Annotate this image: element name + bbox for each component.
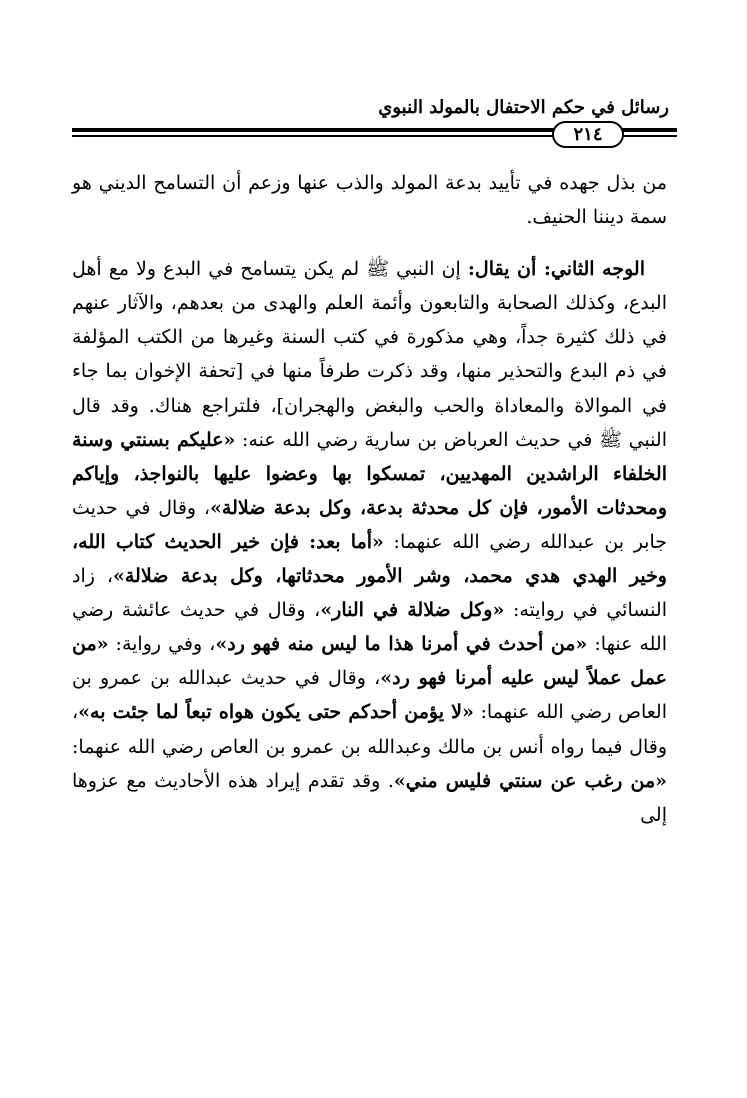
text-run: . وقد تقدم إيراد هذه الأحاديث مع عزوها إلى	[72, 769, 667, 826]
text-run: إن النبي ﷺ لم يكن يتسامح في البدع ولا مع أهل البدع، وكذلك الصحابة والتابعون وأئمة العلم والهدى من بعدهم، والآثار عنهم في ذلك كثيرة جداً، وهي مذكورة في كتب السنة وغيرها من الكتب المؤلفة في ذم البدع والتحذير منها، وقد ذكرت طرفاً منها في [تحفة الإخوان بما جاء في الموالاة والمعاداة والحب والبغض والهجران]، فلتراجع هناك. وقد قال النبي ﷺ في حديث العرباض بن سارية رضي الله عنه:	[72, 258, 667, 451]
text-run: ، وقال في حديث عائشة رضي الله عنها:	[72, 599, 667, 656]
text-run: ، زاد النسائي في روايته:	[72, 565, 667, 622]
running-title: رسائل في حكم الاحتفال بالمولد النبوي	[378, 97, 669, 118]
text-run: ، وقال في حديث عبدالله بن عمرو بن العاص رضي الله عنهما:	[72, 667, 667, 724]
text-run: ، وفي رواية:	[108, 633, 216, 656]
hadith-quote-anas: «من رغب عن سنتي فليس مني»	[393, 769, 667, 792]
section-lead: الوجه الثاني: أن يقال:	[467, 258, 645, 281]
paragraph-second-aspect	[72, 252, 667, 832]
text-run: ، وقال في حديث جابر بن عبدالله رضي الله عنهما:	[72, 496, 667, 553]
hadith-quote-aisha-variant: «من عمل عملاً ليس عليه أمرنا فهو رد»	[72, 633, 667, 690]
hadith-quote-abdullah: «لا يؤمن أحدكم حتى يكون هواه تبعاً لما جئت به»	[78, 701, 474, 724]
hadith-quote-nasai: «وكل ضلالة في النار»	[320, 599, 505, 622]
hadith-quote-irbad: «عليكم بسنتي وسنة الخلفاء الراشدين المهديين، تمسكوا بها وعضوا عليها بالنواجذ، وإياكم ومحدثات الأمور، فإن كل محدثة بدعة، وكل بدعة ضلالة»	[72, 428, 667, 519]
hadith-quote-jabir: «أما بعد: فإن خير الحديث كتاب الله، وخير الهدي هدي محمد، وشر الأمور محدثاتها، وكل بدعة ضلالة»	[72, 530, 667, 588]
hadith-quote-aisha: «من أحدث في أمرنا هذا ما ليس منه فهو رد»	[215, 633, 588, 656]
main-text	[72, 166, 667, 832]
page-number: ٢١٤	[552, 121, 624, 148]
text-run: ، وقال فيما رواه أنس بن مالك وعبدالله بن عمرو بن العاص رضي الله عنهما:	[72, 701, 667, 758]
paragraph-continuation: من بذل جهده في تأييد بدعة المولد والذب عنها وزعم أن التسامح الديني هو سمة ديننا الحنيف.	[72, 172, 667, 229]
